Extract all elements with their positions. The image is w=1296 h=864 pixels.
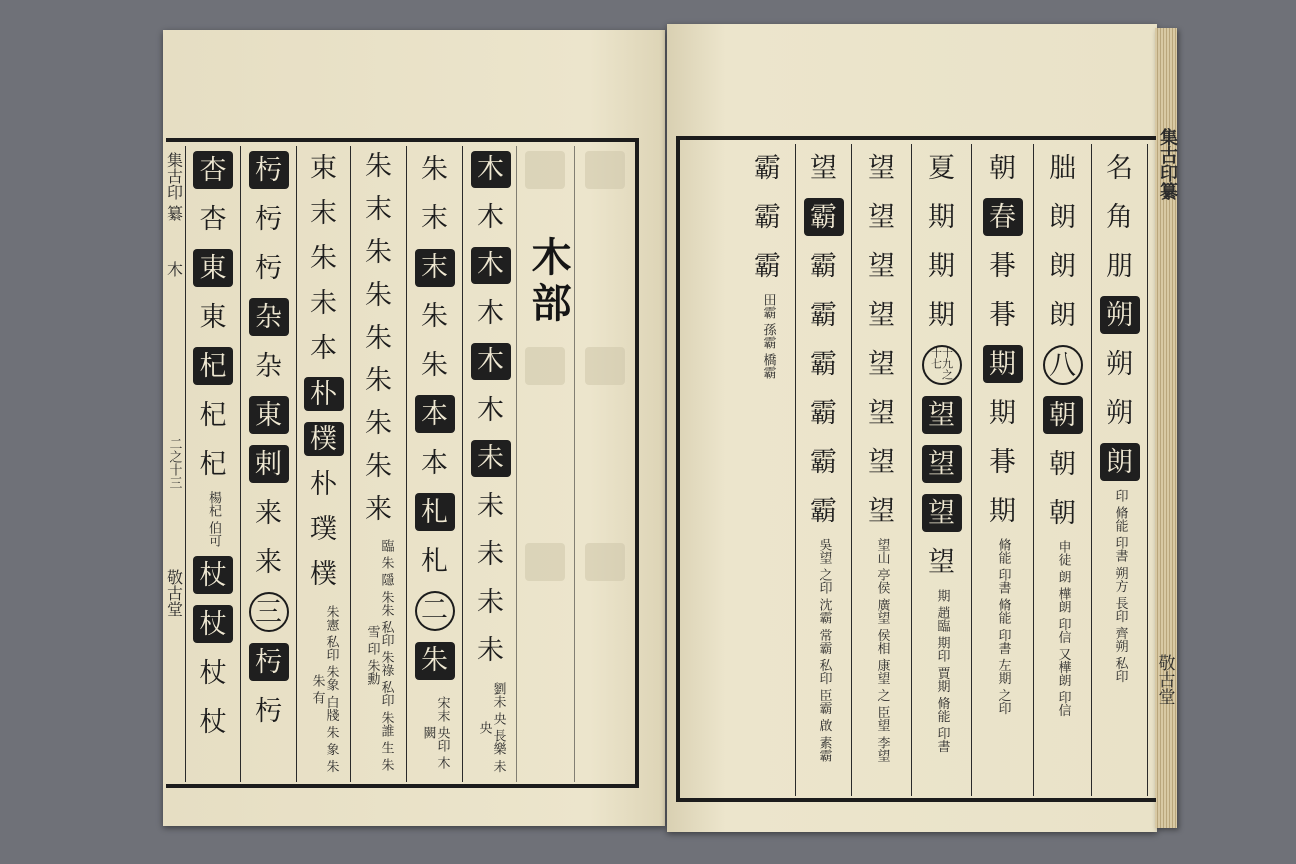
right-column xyxy=(972,144,1034,796)
seal-script-glyph: 霸 xyxy=(810,397,837,429)
seal-glyph: 本 xyxy=(415,395,455,433)
seal-caption: 臨 朱 隱 朱朱 私印 朱祿 私印 朱誰 生 朱雪 印 朱勳 xyxy=(364,539,394,772)
right-column xyxy=(796,144,852,796)
bleed-mark xyxy=(585,151,625,189)
bleed-mark xyxy=(525,347,565,385)
seal-glyph: 杞 xyxy=(193,347,233,385)
seal-script-glyph: 未 xyxy=(477,634,504,666)
left-column xyxy=(350,146,406,782)
section-title: 木部 xyxy=(525,236,572,328)
right-column xyxy=(912,144,972,796)
seal-script-glyph: 未 xyxy=(477,586,504,618)
seal-script-glyph: 束 xyxy=(310,152,337,184)
bleed-mark xyxy=(525,494,565,532)
seal-script-glyph: 来 xyxy=(365,493,392,525)
seal-script-glyph: 末 xyxy=(421,203,448,235)
seal-script-glyph: 朗 xyxy=(1049,250,1076,282)
left-column xyxy=(462,146,518,782)
bleed-mark xyxy=(585,543,625,581)
seal-glyph: 杖 xyxy=(193,605,233,643)
seal-script-glyph: 望 xyxy=(868,348,895,380)
left-column xyxy=(296,146,350,782)
seal-glyph: 杏 xyxy=(193,151,233,189)
seal-glyph: 木 xyxy=(471,151,511,188)
book-title: 集古印 纂 xyxy=(164,152,184,222)
seal-glyph: 期 xyxy=(983,345,1023,383)
seal-script-glyph: 望 xyxy=(868,446,895,478)
seal-caption: 印 脩能 印書 朔方 長印 齊朔 私印 xyxy=(1112,489,1128,683)
seal-glyph: 朔 xyxy=(1100,296,1140,334)
seal-script-glyph: 望 xyxy=(868,299,895,331)
seal-script-glyph: 朝 xyxy=(1049,448,1076,480)
seal-script-glyph: 期 xyxy=(928,201,955,233)
bleed-mark xyxy=(525,543,565,581)
bleed-mark xyxy=(525,445,565,483)
seal-script-glyph: 朋 xyxy=(1106,250,1133,282)
bleed-mark xyxy=(585,396,625,434)
seal-script-glyph: 霸 xyxy=(810,495,837,527)
seal-script-glyph: 望 xyxy=(868,397,895,429)
seal-script-glyph: 霸 xyxy=(810,348,837,380)
seal-script-glyph: 望 xyxy=(868,495,895,527)
seal-script-glyph: 霸 xyxy=(810,250,837,282)
seal-script-glyph: 来 xyxy=(255,546,282,578)
seal-glyph: 春 xyxy=(983,198,1023,236)
seal-script-glyph: 杞 xyxy=(199,399,227,431)
seal-glyph: 札 xyxy=(415,493,455,531)
seal-script-glyph: 朱 xyxy=(365,450,392,482)
seal-glyph: 未 xyxy=(471,440,511,477)
seal-script-glyph: 朱 xyxy=(421,154,448,186)
seal-script-glyph: 樸 xyxy=(310,559,337,591)
seal-script-glyph: 期 xyxy=(989,495,1016,527)
seal-script-glyph: 朴 xyxy=(310,468,337,500)
bleed-through-column xyxy=(574,146,634,782)
seal-script-glyph: 璞 xyxy=(310,514,337,546)
left-column xyxy=(185,146,240,782)
right-footer-strip xyxy=(1152,654,1178,754)
seal-script-glyph: 本 xyxy=(310,333,337,365)
seal-glyph: 杖 xyxy=(193,556,233,594)
seal-glyph: 望 xyxy=(922,494,962,532)
seal-script-glyph: 朗 xyxy=(1049,299,1076,331)
right-column xyxy=(1092,144,1148,796)
bleed-mark xyxy=(585,494,625,532)
seal-script-glyph: 霸 xyxy=(810,446,837,478)
seal-script-glyph: 朱 xyxy=(365,365,392,397)
seal-script-glyph: 末 xyxy=(365,194,392,226)
seal-caption: 期 趙臨 期印 賈期 脩能 印書 xyxy=(934,589,950,753)
seal-script-glyph: 夏 xyxy=(928,152,955,184)
bleed-mark xyxy=(585,249,625,287)
seal-script-glyph: 朝 xyxy=(1049,497,1076,529)
seal-glyph: 霸 xyxy=(804,198,844,236)
seal-script-glyph: 霸 xyxy=(754,152,781,184)
seal-script-glyph: 朝 xyxy=(989,152,1016,184)
seal-script-glyph: 朱 xyxy=(365,408,392,440)
seal-glyph: 木 xyxy=(471,247,511,284)
seal-glyph: 東 xyxy=(193,249,233,287)
seal-script-glyph: 朔 xyxy=(1106,348,1133,380)
circled-numeral: 八 xyxy=(1043,345,1083,385)
seal-script-glyph: 杂 xyxy=(255,350,282,382)
seal-script-glyph: 杖 xyxy=(199,706,227,738)
seal-caption: 申徒 朗 樺朗 印信 又樺朗 印信 xyxy=(1055,540,1071,717)
seal-script-glyph: 杇 xyxy=(255,203,282,235)
seal-script-glyph: 未 xyxy=(477,490,504,522)
left-margin-strip xyxy=(163,146,185,786)
seal-glyph: 杇 xyxy=(249,643,289,681)
seal-script-glyph: 杇 xyxy=(255,252,282,284)
seal-glyph: 樸 xyxy=(304,422,344,456)
seal-script-glyph: 朱 xyxy=(310,242,337,274)
right-header-strip xyxy=(1155,128,1179,288)
seal-script-glyph: 朱 xyxy=(365,236,392,268)
seal-caption: 楊杞 伯可 xyxy=(206,491,221,548)
seal-script-glyph: 望 xyxy=(868,250,895,282)
bleed-mark xyxy=(585,592,625,630)
right-column xyxy=(740,144,796,796)
bleed-mark xyxy=(585,445,625,483)
seal-script-glyph: 名 xyxy=(1106,152,1133,184)
left-column xyxy=(406,146,462,782)
seal-script-glyph: 木 xyxy=(477,202,504,234)
circled-numeral: 十九之十七 xyxy=(922,345,962,385)
seal-caption: 吳望 之印 沈霸 常霸 私印 臣霸 啟 素霸 xyxy=(816,538,832,762)
seal-script-glyph: 朱 xyxy=(365,322,392,354)
seal-glyph: 杂 xyxy=(249,298,289,336)
right-column xyxy=(1034,144,1092,796)
seal-glyph: 末 xyxy=(415,249,455,287)
seal-glyph: 朴 xyxy=(304,377,344,411)
seal-script-glyph: 朱 xyxy=(365,279,392,311)
seal-script-glyph: 朏 xyxy=(1049,152,1076,184)
bleed-mark xyxy=(525,592,565,630)
seal-script-glyph: 未 xyxy=(310,288,337,320)
seal-script-glyph: 霸 xyxy=(754,250,781,282)
bleed-mark xyxy=(585,690,625,728)
seal-script-glyph: 朱 xyxy=(365,151,392,183)
bleed-mark xyxy=(525,641,565,679)
seal-script-glyph: 木 xyxy=(477,298,504,330)
seal-script-glyph: 期 xyxy=(989,397,1016,429)
bleed-mark xyxy=(525,690,565,728)
section-marker: 木 xyxy=(164,261,184,278)
bleed-mark xyxy=(585,641,625,679)
page-number: 二之十三 xyxy=(166,437,182,490)
seal-script-glyph: 角 xyxy=(1106,201,1133,233)
seal-script-glyph: 朞 xyxy=(989,299,1016,331)
seal-script-glyph: 期 xyxy=(928,250,955,282)
seal-script-glyph: 札 xyxy=(421,545,448,577)
bleed-mark xyxy=(525,396,565,434)
seal-script-glyph: 本 xyxy=(421,447,448,479)
seal-caption: 望山 亭侯 廣望 侯相 康望 之 臣望 李望 xyxy=(874,538,890,762)
seal-script-glyph: 杖 xyxy=(199,657,227,689)
seal-caption: 脩能 印書 脩能 印書 左期 之印 xyxy=(995,538,1011,715)
seal-script-glyph: 期 xyxy=(928,299,955,331)
seal-glyph: 望 xyxy=(922,445,962,483)
bleed-mark xyxy=(525,151,565,189)
seal-script-glyph: 望 xyxy=(868,201,895,233)
seal-glyph: 杇 xyxy=(249,151,289,189)
seal-script-glyph: 杞 xyxy=(199,448,227,480)
seal-script-glyph: 望 xyxy=(868,152,895,184)
seal-caption: 宋末 央印 木 闕 xyxy=(420,696,450,770)
seal-script-glyph: 霸 xyxy=(810,299,837,331)
seal-caption: 劉未 央 長樂 未央 xyxy=(476,682,506,773)
seal-script-glyph: 未 xyxy=(477,538,504,570)
bleed-mark xyxy=(585,347,625,385)
seal-script-glyph: 朞 xyxy=(989,250,1016,282)
seal-script-glyph: 朞 xyxy=(989,446,1016,478)
bleed-mark xyxy=(525,200,565,238)
seal-glyph: 東 xyxy=(249,396,289,434)
seal-script-glyph: 末 xyxy=(310,197,337,229)
seal-glyph: 剌 xyxy=(249,445,289,483)
seal-script-glyph: 望 xyxy=(928,546,955,578)
circled-numeral: 二 xyxy=(415,591,455,631)
seal-script-glyph: 望 xyxy=(810,152,837,184)
bleed-through-area xyxy=(686,148,742,778)
bleed-mark xyxy=(585,298,625,336)
seal-glyph: 朗 xyxy=(1100,443,1140,481)
bleed-mark xyxy=(585,200,625,238)
seal-glyph: 朝 xyxy=(1043,396,1083,434)
seal-caption: 朱憲 私印 朱象 白牋 朱 象 朱朱 有 xyxy=(309,605,339,773)
circled-numeral: 三 xyxy=(249,592,289,632)
seal-script-glyph: 杇 xyxy=(255,695,282,727)
right-publisher-name: 敬古堂 xyxy=(1154,654,1175,705)
seal-script-glyph: 来 xyxy=(255,497,282,529)
seal-script-glyph: 朱 xyxy=(421,350,448,381)
seal-script-glyph: 朔 xyxy=(1106,397,1133,429)
seal-script-glyph: 東 xyxy=(199,301,227,333)
seal-script-glyph: 朗 xyxy=(1049,201,1076,233)
left-column xyxy=(240,146,296,782)
right-column xyxy=(852,144,912,796)
seal-glyph: 朱 xyxy=(415,642,455,680)
seal-glyph: 木 xyxy=(471,343,511,380)
seal-script-glyph: 杏 xyxy=(199,203,227,235)
seal-caption: 田霸 孫霸 橋霸 xyxy=(760,293,776,380)
seal-glyph: 望 xyxy=(922,396,962,434)
right-book-title: 集古印纂 xyxy=(1157,128,1178,200)
seal-script-glyph: 霸 xyxy=(754,201,781,233)
publisher-name: 敬古堂 xyxy=(164,569,184,618)
seal-script-glyph: 木 xyxy=(477,394,504,426)
seal-script-glyph: 朱 xyxy=(421,301,448,333)
